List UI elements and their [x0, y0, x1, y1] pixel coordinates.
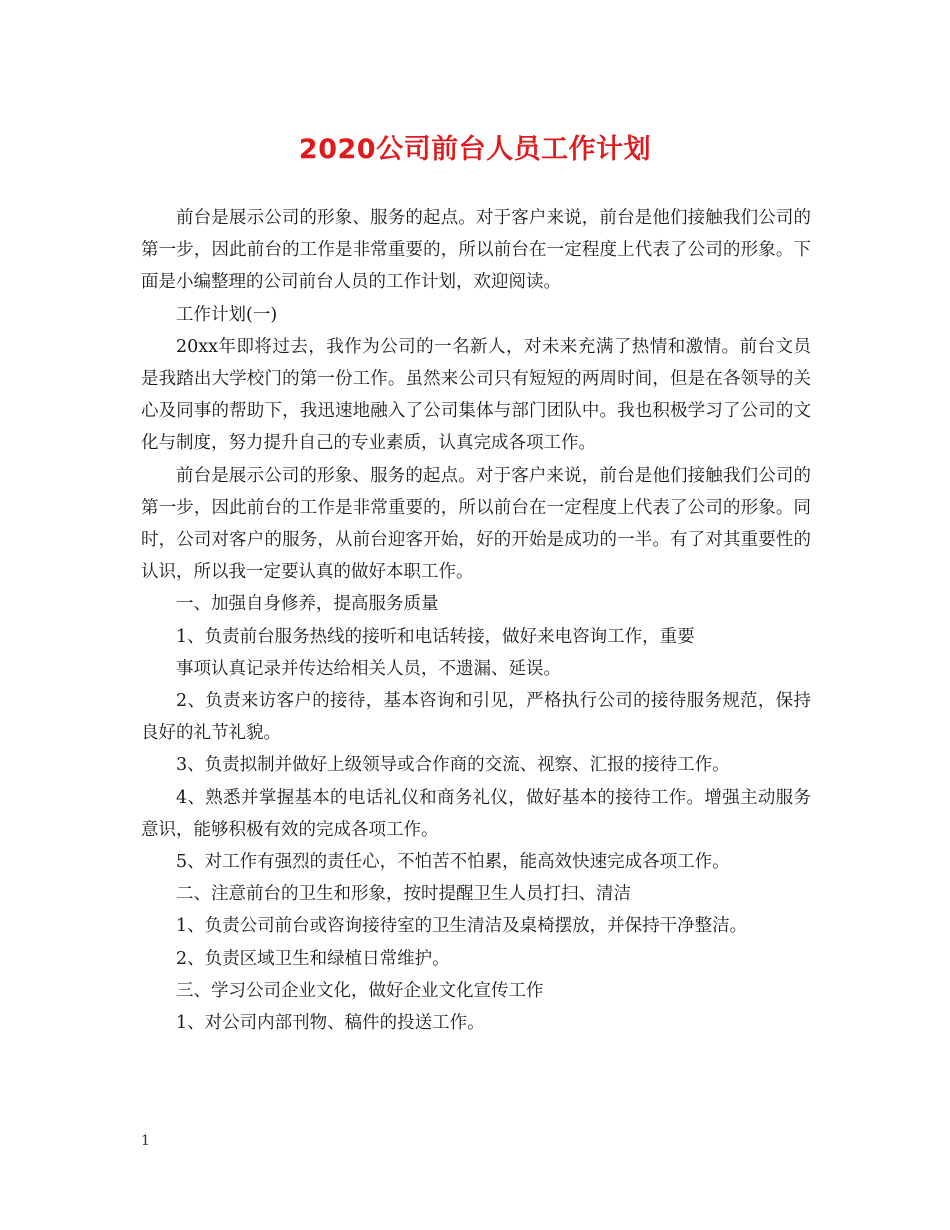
list-item-continuation: 事项认真记录并传达给相关人员，不遗漏、延误。 [176, 658, 561, 679]
list-item: 1、对公司内部刊物、稿件的投送工作。 [176, 1013, 485, 1034]
list-item: 2、负责来访客户的接待，基本咨询和引见，严格执行公司的接待服务规范，保持良好的礼节礼貌。 [141, 691, 811, 744]
section-heading: 三、学习公司企业文化，做好企业文化宣传工作 [176, 980, 544, 1001]
list-item: 1、负责前台服务热线的接听和电话转接，做好来电咨询工作，重要 [176, 626, 695, 647]
document-body [141, 202, 811, 1039]
body-paragraph: 20xx年即将过去，我作为公司的一名新人，对未来充满了热情和激情。前台文员是我踏出大学校门的第一份工作。虽然来公司只有短短的两周时间，但是在各领导的关心及同事的帮助下，我迅速地融入了公司集体与部门团队中。我也积极学习了公司的文化与制度，努力提升自己的专业素质，认真完成各项工作。 [141, 336, 811, 454]
list-item: 3、负责拟制并做好上级领导或合作商的交流、视察、汇报的接待工作。 [176, 755, 730, 776]
section-heading: 二、注意前台的卫生和形象，按时提醒卫生人员打扫、清洁 [176, 884, 631, 905]
document-title: 2020公司前台人员工作计划 [298, 134, 652, 165]
list-item: 5、对工作有强烈的责任心，不怕苦不怕累，能高效快速完成各项工作。 [176, 852, 730, 873]
list-item: 2、负责区域卫生和绿植日常维护。 [176, 948, 450, 969]
list-item: 4、熟悉并掌握基本的电话礼仪和商务礼仪，做好基本的接待工作。增强主动服务意识，能够积极有效的完成各项工作。 [141, 787, 811, 840]
page-number: 1 [141, 1133, 150, 1149]
list-item: 1、负责公司前台或咨询接待室的卫生清洁及桌椅摆放，并保持干净整洁。 [176, 916, 748, 937]
section-heading: 一、加强自身修养，提高服务质量 [176, 594, 439, 615]
body-paragraph: 前台是展示公司的形象、服务的起点。对于客户来说，前台是他们接触我们公司的第一步，因此前台的工作是非常重要的，所以前台在一定程度上代表了公司的形象。同时，公司对客户的服务，从前台迎客开始，好的开始是成功的一半。有了对其重要性的认识，所以我一定要认真的做好本职工作。 [141, 465, 811, 583]
section-heading-plan-1: 工作计划(一) [176, 304, 278, 325]
intro-paragraph: 前台是展示公司的形象、服务的起点。对于客户来说，前台是他们接触我们公司的第一步，因此前台的工作是非常重要的，所以前台在一定程度上代表了公司的形象。下面是小编整理的公司前台人员的工作计划，欢迎阅读。 [141, 208, 811, 293]
